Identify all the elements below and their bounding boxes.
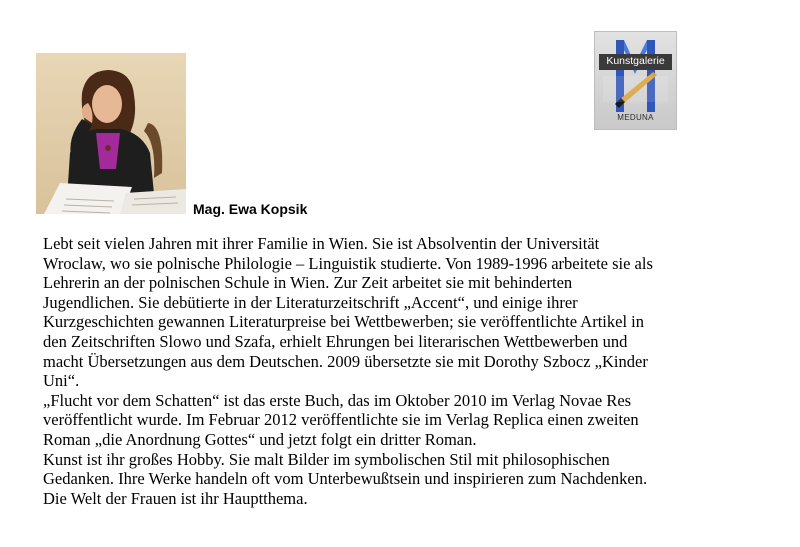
academic-title: Mag. [193, 201, 225, 217]
bio-line: „Flucht vor dem Schatten“ ist das erste Buch, das im Oktober 2010 im Verlag Novae Res [43, 390, 632, 410]
author-name: Ewa Kopsik [228, 201, 308, 217]
bio-line: Wroclaw, wo sie polnische Philologie – Linguistik studierte. Von 1989-1996 arbeitete sie als [43, 253, 653, 273]
bio-line: Lebt seit vielen Jahren mit ihrer Familie in Wien. Sie ist Absolventin der Universität [43, 234, 600, 253]
bio-line: Gedanken. Ihre Werke handeln oft vom Unterbewußtsein und inspirieren zum Nachdenken. [43, 469, 648, 489]
portrait-photo [36, 53, 186, 214]
bio-line: den Zeitschriften Slowo und Szafa, erhielt Ehrungen bei literarischen Wettbewerben und [43, 331, 628, 351]
author-name-heading [193, 201, 307, 217]
portrait-illustration [36, 53, 186, 214]
bio-line: Lehrerin an der polnischen Schule in Wien. Zur Zeit arbeitet sie mit behinderten [43, 273, 573, 293]
bio-line: Die Welt der Frauen ist ihr Hauptthema. [43, 488, 308, 508]
bio-line: Kunst ist ihr großes Hobby. Sie malt Bilder im symbolischen Stil mit philosophischen [43, 449, 610, 469]
bio-line: macht Übersetzungen aus dem Deutschen. 2009 übersetzte sie mit Dorothy Szbocz „Kinder [43, 351, 648, 371]
bio-line: Uni“. [43, 371, 80, 391]
gallery-logo [594, 31, 677, 130]
bio-line: Kurzgeschichten gewannen Literaturpreise bei Wettbewerben; sie veröffentlichte Artikel in [43, 312, 644, 332]
bio-line: Roman „die Anordnung Gottes“ und jetzt folgt ein dritter Roman. [43, 429, 477, 449]
logo-title: Kunstgalerie [606, 55, 665, 67]
bio-line: veröffentlicht wurde. Im Februar 2012 veröffentlichte sie im Verlag Replica einen zweiten [43, 410, 639, 430]
biography-text [43, 234, 763, 508]
bio-line: Jugendlichen. Sie debütierte in der Literaturzeitschrift „Accent“, und einige ihrer [43, 292, 578, 312]
logo-subtitle: MEDUNA [617, 113, 654, 122]
